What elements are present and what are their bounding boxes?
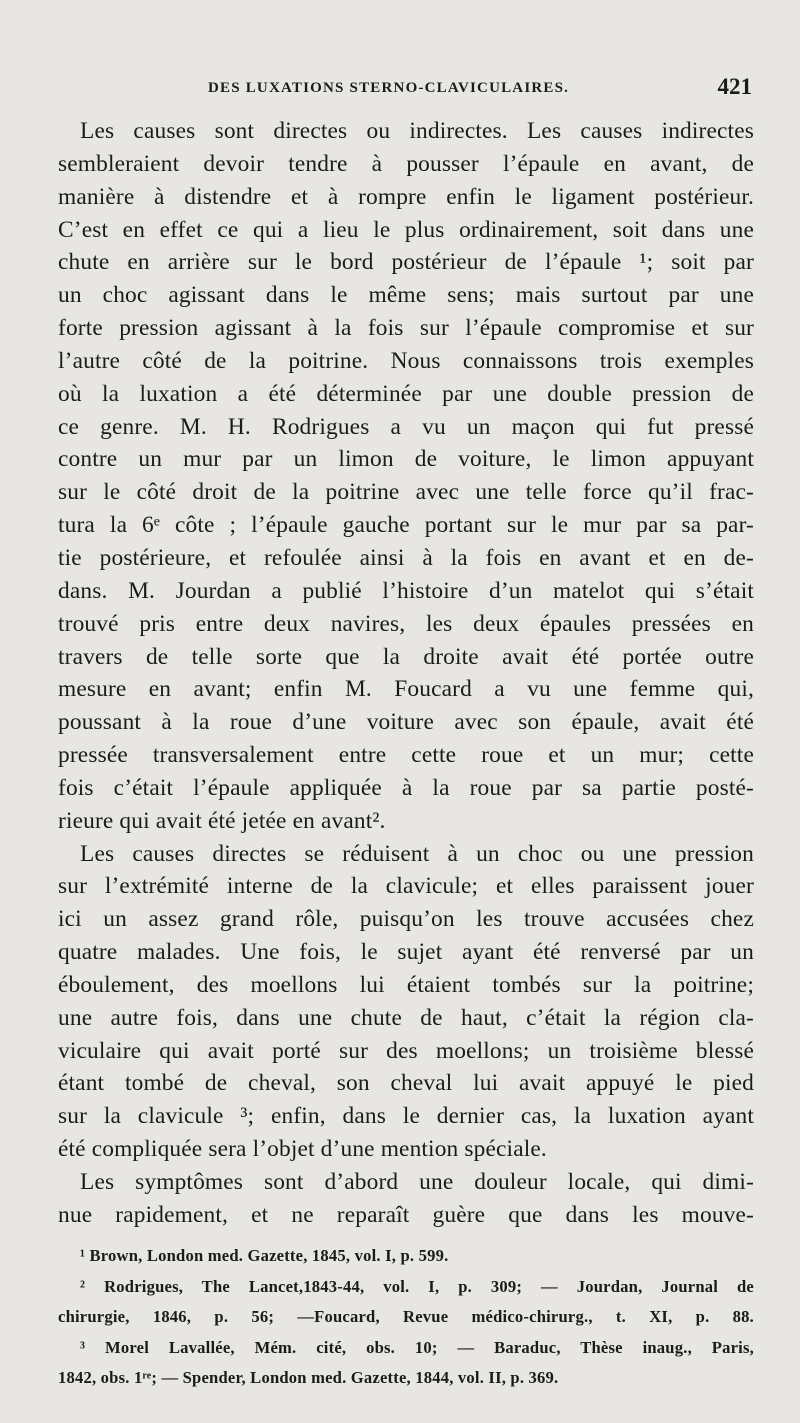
footnote-line: chirurgie, 1846, p. 56; —Foucard, Revue médico-chirurg., t. XI, p. 88.	[58, 1307, 754, 1326]
footnotes	[58, 1241, 754, 1394]
body-line: forte pression agissant à la fois sur l’épaule compromise et sur	[58, 315, 754, 342]
body-line: Les symptômes sont d’abord une douleur locale, qui dimi-	[80, 1169, 754, 1195]
body-line: éboulement, des moellons lui étaient tombés sur la poitrine;	[58, 971, 754, 998]
body-line: fois c’était l’épaule appliquée à la roue par sa partie posté-	[58, 774, 754, 801]
body-line: sur la clavicule ³; enfin, dans le dernier cas, la luxation ayant	[58, 1103, 754, 1130]
body-text	[58, 115, 754, 1232]
footnote-line: ² Rodrigues, The Lancet,1843-44, vol. I, p. 309; — Jourdan, Journal de	[80, 1276, 754, 1296]
body-line: quatre malades. Une fois, le sujet ayant été renversé par un	[58, 939, 754, 966]
body-line: nue rapidement, et ne reparaît guère que dans les mouve-	[58, 1201, 754, 1228]
body-line: une autre fois, dans une chute de haut, c’était la région cla-	[58, 1004, 754, 1031]
page-header	[60, 72, 752, 104]
body-line: Les causes directes se réduisent à un choc ou une pression	[80, 840, 754, 867]
body-line: trouvé pris entre deux navires, les deux épaules pressées en	[58, 610, 754, 637]
body-line: travers de telle sorte que la droite avait été portée outre	[58, 643, 754, 670]
body-line: ici un assez grand rôle, puisqu’on les trouve accusées chez	[58, 906, 754, 933]
body-line: Les causes sont directes ou indirectes. Les causes indirectes	[80, 118, 754, 144]
body-line: sur le côté droit de la poitrine avec une telle force qu’il frac-	[58, 479, 754, 506]
body-line: été compliquée sera l’objet d’une mention spéciale.	[58, 1136, 547, 1163]
footnote-line: 1842, obs. 1ʳᵉ; — Spender, London med. Gazette, 1844, vol. II, p. 369.	[58, 1368, 559, 1387]
body-line: contre un mur par un limon de voiture, le limon appuyant	[58, 446, 754, 473]
body-line: pressée transversalement entre cette roue et un mur; cette	[58, 742, 754, 769]
body-line: où la luxation a été déterminée par une double pression de	[58, 380, 754, 407]
body-line: C’est en effet ce qui a lieu le plus ordinairement, soit dans une	[58, 216, 754, 243]
footnote-line: ³ Morel Lavallée, Mém. cité, obs. 10; — Baraduc, Thèse inaug., Paris,	[80, 1337, 754, 1357]
body-line: un choc agissant dans le même sens; mais surtout par une	[58, 282, 754, 309]
running-title: DES LUXATIONS STERNO-CLAVICULAIRES.	[208, 80, 570, 96]
body-line: étant tombé de cheval, son cheval lui avait appuyé le pied	[58, 1070, 754, 1097]
body-line: sembleraient devoir tendre à pousser l’épaule en avant, de	[58, 150, 754, 177]
body-line: l’autre côté de la poitrine. Nous connaissons trois exemples	[58, 347, 754, 374]
body-line: dans. M. Jourdan a publié l’histoire d’un matelot qui s’était	[58, 577, 754, 604]
body-line: poussant à la roue d’une voiture avec son épaule, avait été	[58, 709, 754, 736]
page-number: 421	[717, 74, 752, 99]
body-line: viculaire qui avait porté sur des moellons; un troisième blessé	[58, 1037, 754, 1064]
body-line: tura la 6ᵉ côte ; l’épaule gauche portant sur le mur par sa par-	[58, 512, 754, 539]
body-line: sur l’extrémité interne de la clavicule; et elles paraissent jouer	[58, 873, 754, 900]
footnote-line: ¹ Brown, London med. Gazette, 1845, vol. I, p. 599.	[80, 1246, 449, 1265]
body-line: chute en arrière sur le bord postérieur de l’épaule ¹; soit par	[58, 249, 754, 276]
body-line: mesure en avant; enfin M. Foucard a vu une femme qui,	[58, 676, 754, 703]
body-line: rieure qui avait été jetée en avant².	[58, 807, 386, 834]
body-line: tie postérieure, et refoulée ainsi à la fois en avant et en de-	[58, 544, 754, 571]
body-line: manière à distendre et à rompre enfin le ligament postérieur.	[58, 183, 754, 210]
body-line: ce genre. M. H. Rodrigues a vu un maçon qui fut pressé	[58, 413, 754, 440]
